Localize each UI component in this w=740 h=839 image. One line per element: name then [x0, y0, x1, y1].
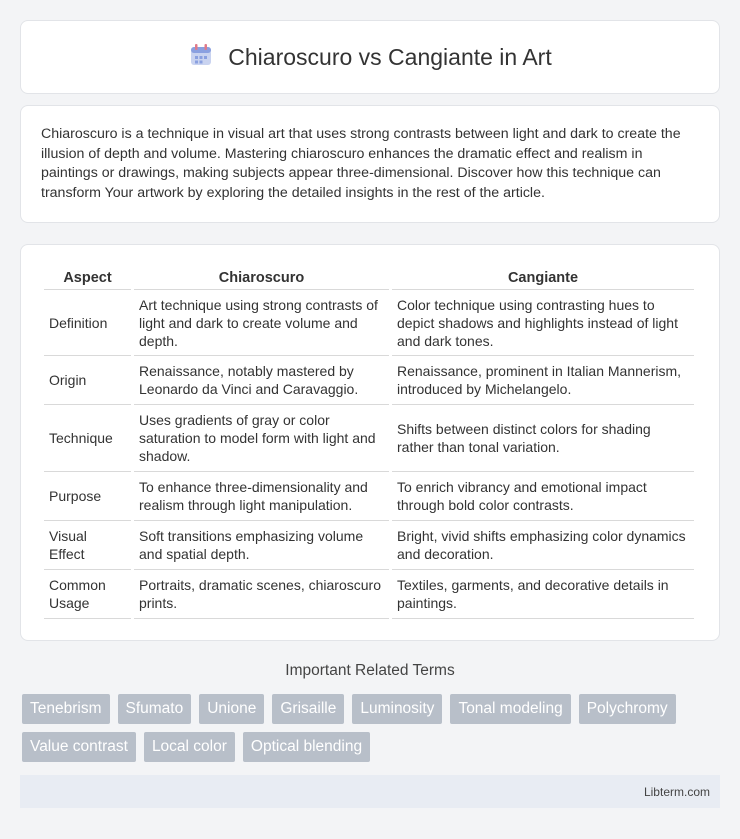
tag-luminosity[interactable]: Luminosity: [352, 694, 442, 724]
cell-aspect: Common Usage: [44, 570, 131, 619]
footer-link[interactable]: Libterm.com: [643, 784, 710, 799]
page-title: Chiaroscuro vs Cangiante in Art: [228, 43, 552, 70]
cell-chiaroscuro: Soft transitions emphasizing volume and spatial depth.: [134, 521, 389, 570]
cell-cangiante: Shifts between distinct colors for shading rather than tonal variation.: [392, 405, 694, 472]
cell-chiaroscuro: To enhance three-dimensionality and realism through light manipulation.: [134, 472, 389, 521]
cell-chiaroscuro: Portraits, dramatic scenes, chiaroscuro prints.: [134, 570, 389, 619]
tag-unione[interactable]: Unione: [199, 694, 264, 724]
tag-grisaille[interactable]: Grisaille: [272, 694, 344, 724]
tag-tonal-modeling[interactable]: Tonal modeling: [450, 694, 570, 724]
cell-aspect: Visual Effect: [44, 521, 131, 570]
table-row: [44, 290, 694, 356]
cell-chiaroscuro: Art technique using strong contrasts of light and dark to create volume and depth.: [134, 290, 389, 356]
table-row: [44, 570, 694, 619]
table-row: [44, 405, 694, 472]
table-header-row: [44, 265, 694, 290]
title-wrap: [188, 42, 551, 73]
tag-value-contrast[interactable]: Value contrast: [22, 732, 136, 762]
cell-cangiante: Textiles, garments, and decorative details in paintings.: [392, 570, 694, 619]
cell-aspect: Origin: [44, 356, 131, 405]
calendar-icon: [188, 42, 214, 73]
header-aspect: Aspect: [44, 265, 131, 290]
comparison-table-card: [20, 244, 720, 641]
header-chiaroscuro: Chiaroscuro: [134, 265, 389, 290]
cell-cangiante: Bright, vivid shifts emphasizing color dynamics and decoration.: [392, 521, 694, 570]
table-row: [44, 521, 694, 570]
cell-cangiante: To enrich vibrancy and emotional impact through bold color contrasts.: [392, 472, 694, 521]
header-card: [20, 20, 720, 94]
cell-aspect: Technique: [44, 405, 131, 472]
cell-cangiante: Renaissance, prominent in Italian Mannerism, introduced by Michelangelo.: [392, 356, 694, 405]
related-terms-tags: [22, 694, 722, 762]
intro-text: Chiaroscuro is a technique in visual art that uses strong contrasts between light and dark to create the illusion of depth and volume. Mastering chiaroscuro enhances the dramatic effect and realism in paintings or drawings, making subjects appear three-dimensional. Discover how this technique can transform Your artwork by exploring the detailed insights in the rest of the article.: [41, 126, 681, 201]
comparison-table: [41, 265, 697, 619]
intro-card: [20, 105, 720, 223]
cell-aspect: Definition: [44, 290, 131, 356]
related-terms-title: Important Related Terms: [285, 662, 455, 679]
tag-local-color[interactable]: Local color: [144, 732, 235, 762]
table-row: [44, 356, 694, 405]
footer: [20, 775, 720, 808]
cell-cangiante: Color technique using contrasting hues to depict shadows and highlights instead of light and dark tones.: [392, 290, 694, 356]
cell-aspect: Purpose: [44, 472, 131, 521]
tag-sfumato[interactable]: Sfumato: [118, 694, 192, 724]
header-cangiante: Cangiante: [392, 265, 694, 290]
tag-polychromy[interactable]: Polychromy: [579, 694, 676, 724]
tag-tenebrism[interactable]: Tenebrism: [22, 694, 110, 724]
cell-chiaroscuro: Uses gradients of gray or color saturation to model form with light and shadow.: [134, 405, 389, 472]
table-row: [44, 472, 694, 521]
cell-chiaroscuro: Renaissance, notably mastered by Leonardo da Vinci and Caravaggio.: [134, 356, 389, 405]
tag-optical-blending[interactable]: Optical blending: [243, 732, 370, 762]
